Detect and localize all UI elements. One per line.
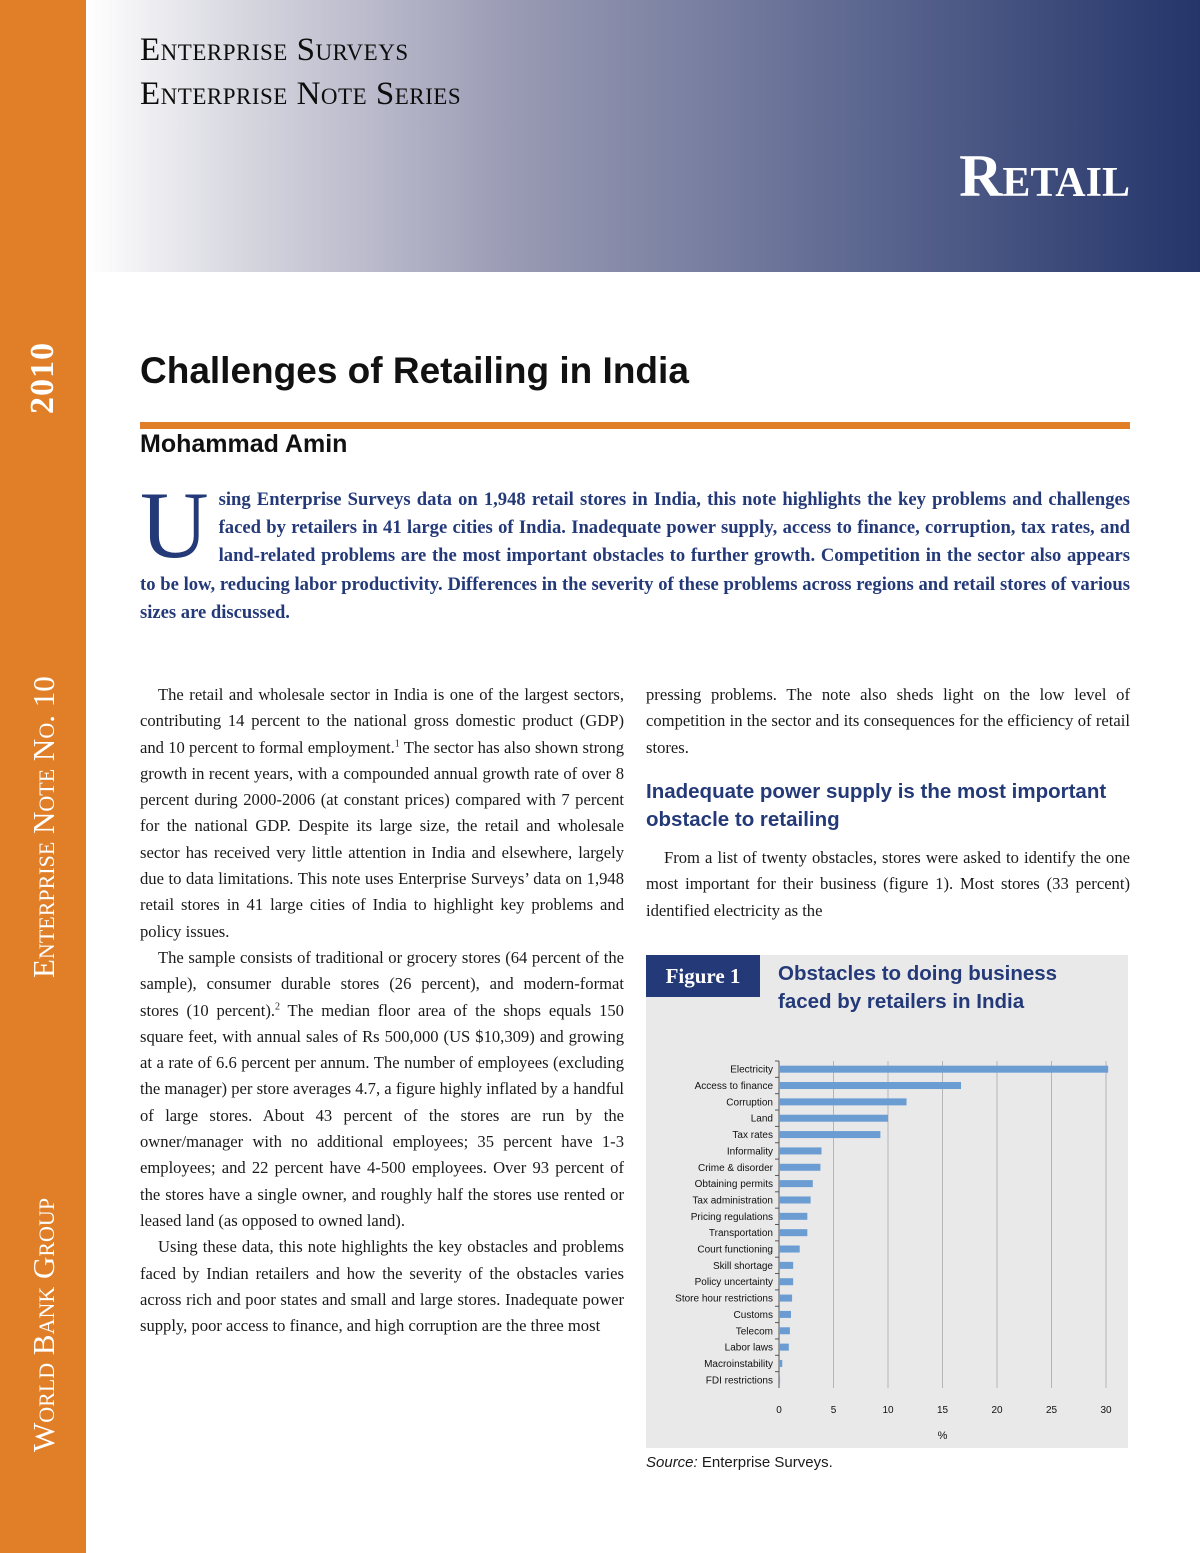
paragraph-text: The retail and wholesale sector in India is one of the largest sectors, contributing 14 percent to the national gross domestic product (GDP) and 10 percent to formal employment. bbox=[140, 685, 624, 757]
section-heading: Inadequate power supply is the most important obstacle to retailing bbox=[646, 780, 1107, 831]
sidebar-band bbox=[0, 0, 86, 1553]
figure-title: Obstacles to doing business faced by retailers in India bbox=[778, 962, 1058, 1013]
bar bbox=[779, 1295, 792, 1302]
drop-cap: U bbox=[140, 472, 209, 578]
bar bbox=[779, 1147, 822, 1154]
paragraph bbox=[140, 682, 624, 945]
abstract-text: sing Enterprise Surveys data on 1,948 retail stores in India, this note highlights the key problems and challenges faced by retailers in 41 large cities of India. Inadequate power supply, access to finance, corruption, tax rates, and land-related problems are the most important obstacles to further growth. Competition in the sector also appears to be low, reducing labor productivity. Differences in the severity of these problems across regions and retail stores of various sizes are discussed. bbox=[140, 489, 1130, 623]
category-label: Obtaining permits bbox=[694, 1179, 773, 1191]
category-label: Tax administration bbox=[692, 1195, 773, 1207]
category-label: Crime & disorder bbox=[697, 1162, 773, 1174]
category-label: Access to finance bbox=[694, 1081, 773, 1093]
sidebar-group: World Bank Group bbox=[26, 1197, 61, 1452]
body-column-right bbox=[646, 682, 1130, 761]
paragraph: Using these data, this note highlights the key obstacles and problems faced by Indian retailers and how the severity of the obstacles varies across rich and poor states and small and large stores. Inadequate power supply, poor access to finance, and high corruption are the three most bbox=[140, 1237, 624, 1336]
figure-source bbox=[646, 1454, 833, 1471]
category-label: Telecom bbox=[735, 1326, 773, 1338]
category-label: Macroinstability bbox=[704, 1358, 773, 1370]
figure-label: Figure 1 bbox=[646, 955, 760, 997]
category-label: FDI restrictions bbox=[705, 1375, 773, 1387]
x-tick-label: 15 bbox=[936, 1405, 949, 1416]
abstract bbox=[140, 472, 1130, 627]
source-label: Source: bbox=[646, 1454, 698, 1471]
paragraph-text: The median floor area of the shops equals 150 square feet, with annual sales of Rs 500,000 (US $10,309) and growing at a rate of 6.6 percent per annum. The number of employees (excluding the manager) per store averages 4.7, a figure highly inflated by a handful of large stores. About 43 percent of the stores are run by the owner/manager with no additional employees; 35 percent have 1-3 employees; and 22 percent have 4-500 employees. Over 93 percent of the stores have a single owner, and roughly half the stores use rented or leased land (as opposed to owned land). bbox=[140, 1000, 624, 1230]
category-label: Transportation bbox=[708, 1228, 773, 1240]
footnote-ref[interactable]: 2 bbox=[275, 1001, 281, 1013]
title-rule bbox=[140, 422, 1130, 429]
x-tick-label: 20 bbox=[991, 1405, 1003, 1416]
bar bbox=[779, 1360, 782, 1367]
x-tick-label: 5 bbox=[830, 1405, 837, 1416]
bar-chart bbox=[646, 955, 1128, 1448]
bar bbox=[779, 1311, 791, 1318]
x-tick-label: 10 bbox=[882, 1405, 894, 1416]
body-column-right-lower bbox=[646, 845, 1130, 924]
x-tick-label: 25 bbox=[1045, 1405, 1058, 1416]
paragraph-text: The sector has also shown strong growth in recent years, with a compounded annual growth rate of over 8 percent during 2000-2006 (at constant prices) compared with 7 percent for the national GDP. Despite its large size, the retail and wholesale sector has received very little attention in India and elsewhere, largely due to data limitations. This note uses Enterprise Surveys’ data on 1,948 retail stores in 41 large cities of India to highlight key problems and policy issues. bbox=[140, 737, 624, 941]
bar bbox=[779, 1278, 793, 1285]
category-label: Store hour restrictions bbox=[675, 1293, 773, 1305]
category-label: Informality bbox=[726, 1146, 773, 1158]
bar bbox=[779, 1196, 811, 1203]
category-label: Pricing regulations bbox=[690, 1211, 773, 1223]
category-label: Court functioning bbox=[697, 1244, 773, 1256]
category-label: Land bbox=[750, 1113, 773, 1125]
paragraph-text: The sample consists of traditional or grocery stores (64 percent of the sample), consumer durable stores (26 percent), and modern-format stores (10 percent). bbox=[140, 947, 624, 1020]
bar bbox=[779, 1131, 880, 1138]
page-title: Challenges of Retailing in India bbox=[140, 350, 689, 391]
bar bbox=[779, 1262, 793, 1269]
footnote-ref[interactable]: 1 bbox=[394, 738, 400, 750]
topic-label: Retail bbox=[959, 143, 1130, 209]
category-label: Skill shortage bbox=[712, 1260, 773, 1272]
bar bbox=[779, 1066, 1108, 1073]
bar bbox=[779, 1164, 820, 1171]
bar bbox=[779, 1376, 780, 1383]
source-text: Enterprise Surveys. bbox=[697, 1454, 833, 1471]
paragraph: From a list of twenty obstacles, stores were asked to identify the one most important for their business (figure 1). Most stores (33 percent) identified electricity as the bbox=[646, 848, 1130, 920]
body-column-left bbox=[140, 682, 624, 1339]
x-axis-label: % bbox=[937, 1430, 948, 1442]
series-line-2: Enterprise Note Series bbox=[140, 76, 462, 112]
sidebar-note-number: Enterprise Note No. 10 bbox=[26, 676, 61, 978]
bar bbox=[779, 1213, 807, 1220]
series-line-1: Enterprise Surveys bbox=[140, 32, 409, 68]
category-label: Corruption bbox=[726, 1097, 773, 1109]
category-label: Customs bbox=[733, 1309, 773, 1321]
paragraph bbox=[140, 945, 624, 1234]
category-label: Tax rates bbox=[732, 1130, 773, 1142]
bar bbox=[779, 1229, 807, 1236]
figure-panel bbox=[646, 955, 1128, 1448]
bar bbox=[779, 1327, 790, 1334]
bar bbox=[779, 1180, 813, 1187]
category-label: Labor laws bbox=[724, 1342, 773, 1354]
category-label: Policy uncertainty bbox=[694, 1277, 773, 1289]
category-label: Electricity bbox=[730, 1064, 773, 1076]
author-name: Mohammad Amin bbox=[140, 430, 348, 458]
x-tick-label: 30 bbox=[1100, 1405, 1112, 1416]
sidebar-year: 2010 bbox=[24, 342, 61, 414]
bar bbox=[779, 1344, 789, 1351]
bar bbox=[779, 1246, 800, 1253]
bar bbox=[779, 1082, 961, 1089]
bar bbox=[779, 1098, 907, 1105]
paragraph-continued: pressing problems. The note also sheds light on the low level of competition in the sector and its consequences for the efficiency of retail stores. bbox=[646, 685, 1130, 757]
bar bbox=[779, 1115, 888, 1122]
x-tick-label: 0 bbox=[776, 1405, 782, 1416]
